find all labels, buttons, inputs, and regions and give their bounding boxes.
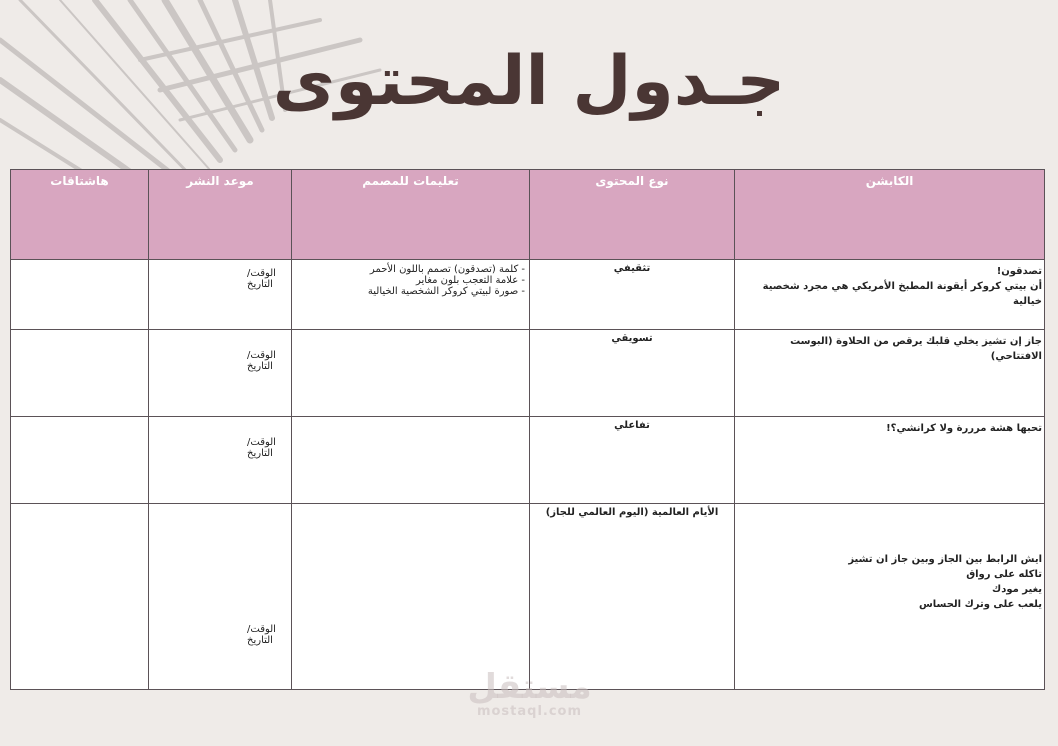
content-type-cell: تسويقي — [530, 330, 735, 417]
caption-line: تاكله على رواق — [966, 569, 1042, 580]
mostaql-watermark — [462, 667, 597, 719]
content-type-cell: الأيام العالمية (اليوم العالمي للجاز) — [530, 504, 735, 690]
caption-line: ايش الرابط بين الجاز وبين جاز ان تشيز — [848, 554, 1042, 565]
content-type-cell: تثقيفي — [530, 260, 735, 330]
header-hashtags: هاشتاقات — [11, 170, 149, 260]
hashtags-cell — [11, 504, 149, 690]
instructions-cell — [292, 330, 530, 417]
caption-line: تحبها هشة مرررة ولا كرانشي؟! — [886, 423, 1042, 434]
page-title: جـدول المحتوى — [272, 42, 786, 121]
content-table — [10, 169, 1045, 690]
instructions-cell — [292, 417, 530, 504]
hashtags-cell — [11, 260, 149, 330]
hashtags-cell — [11, 417, 149, 504]
table-header-row — [11, 170, 1045, 260]
table-row — [11, 417, 1045, 504]
header-publish-date: موعد النشر — [149, 170, 292, 260]
header-designer-instructions: تعليمات للمصمم — [292, 170, 530, 260]
header-content-type: نوع المحتوى — [530, 170, 735, 260]
table-row — [11, 330, 1045, 417]
instructions-cell — [292, 260, 530, 330]
instruction-line: - علامة التعجب بلون مغاير — [415, 275, 525, 286]
watermark-arabic: مستقل — [467, 667, 592, 707]
publish-date-cell — [149, 330, 292, 417]
caption-cell — [735, 504, 1045, 690]
instruction-line: - كلمة (تصدقون) تصمم باللون الأحمر — [369, 264, 525, 275]
publish-date-cell — [149, 504, 292, 690]
date-text: الوقت/التاريخ — [247, 268, 276, 290]
watermark-latin: mostaql.com — [476, 704, 583, 719]
caption-cell — [735, 330, 1045, 417]
date-text: الوقت/التاريخ — [247, 437, 276, 459]
table-row — [11, 260, 1045, 330]
table-row — [11, 504, 1045, 690]
publish-date-cell — [149, 260, 292, 330]
caption-cell — [735, 417, 1045, 504]
caption-line: تصدقون! — [996, 266, 1042, 277]
caption-line: جاز إن تشيز يخلي قلبك يرقص من الحلاوة (البوست الافتتاحي) — [790, 336, 1042, 362]
header-caption: الكابشن — [735, 170, 1045, 260]
caption-line: يلعب على وترك الحساس — [918, 599, 1042, 610]
caption-line: يغير مودك — [992, 584, 1042, 595]
date-text: الوقت/التاريخ — [247, 624, 276, 646]
instruction-line: - صورة لبيتي كروكر الشخصية الخيالية — [367, 286, 525, 297]
caption-line: أن بيتي كروكر أيقونة المطبخ الأمريكي هي مجرد شخصية خيالية — [762, 281, 1042, 307]
hashtags-cell — [11, 330, 149, 417]
date-text: الوقت/التاريخ — [247, 350, 276, 372]
instructions-cell — [292, 504, 530, 690]
caption-cell — [735, 260, 1045, 330]
content-type-cell: تفاعلي — [530, 417, 735, 504]
publish-date-cell — [149, 417, 292, 504]
